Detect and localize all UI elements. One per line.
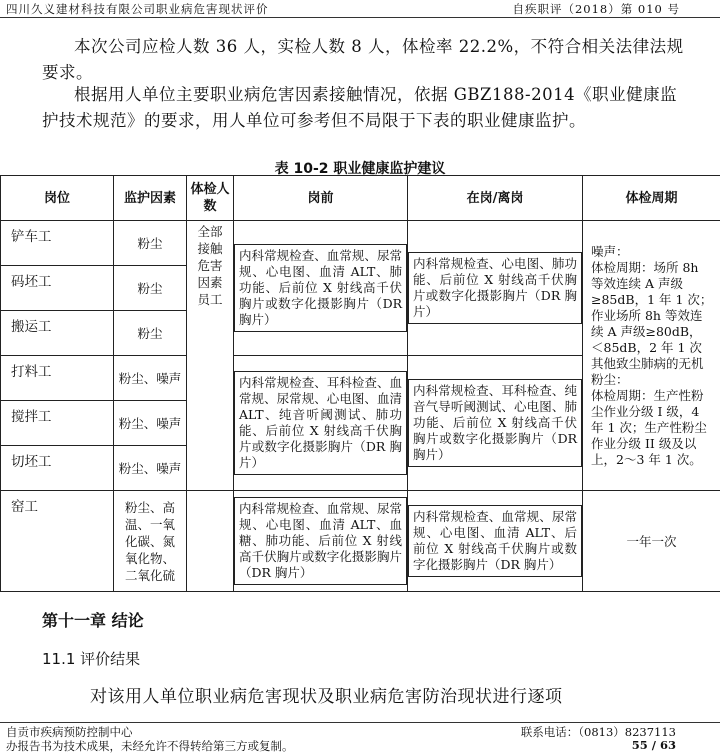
paragraph-1: 本次公司应检人数 36 人，实检人数 8 人，体检率 22.2%，不符合相关法律法规要求。	[42, 34, 692, 86]
on-dust-cell	[408, 221, 583, 356]
persons-cell: 全部接触危害因素员工	[187, 221, 234, 491]
header-persons: 体检人数	[187, 176, 234, 221]
pre-kiln-text: 内科常规检查、血常规、尿常规、心电图、血清 ALT、血糖、肺功能、后前位 X 射线高千伏胸片或数字化摄影胸片（DR 胸片）	[234, 497, 407, 585]
factor-cell: 粉尘	[114, 311, 187, 356]
footer-phone: 联系电话：（0813）8237113	[521, 724, 676, 740]
factor-cell: 粉尘、高温、一氧化碳、氮氧化物、二氧化硫	[114, 491, 187, 592]
footer-org: 自贡市疾病预防控制中心	[6, 724, 133, 740]
factor-cell: 粉尘	[114, 221, 187, 266]
pre-kiln-cell	[234, 491, 408, 592]
header-onoff: 在岗/离岗	[408, 176, 583, 221]
header-right: 自疾职评（2018）第 010 号	[512, 1, 680, 17]
pre-dust-cell	[234, 221, 408, 356]
table-caption: 表 10-2 职业健康监护建议	[0, 158, 720, 178]
footer-note: 办报告书为技术成果，未经允许不得转给第三方或复制。	[6, 738, 294, 754]
header-pre: 岗前	[234, 176, 408, 221]
post-cell: 窑工	[1, 491, 114, 592]
pre-noise-cell	[234, 356, 408, 491]
cycle-cell	[583, 221, 720, 491]
table-row	[1, 221, 720, 266]
pre-noise-text: 内科常规检查、耳科检查、血常规、尿常规、心电图、血清 ALT、纯音听阈测试、肺功能、后前位 X 射线高千伏胸片或数字化摄影胸片（DR 胸片）	[234, 371, 407, 475]
footer-line-1	[0, 722, 720, 723]
cycle-line-4: 体检周期：生产性粉尘作业分级 I 级，4 年 1 次；生产性粉尘作业分级 II 级及以上，2～3 年 1 次。	[591, 388, 714, 468]
factor-cell: 粉尘、噪声	[114, 446, 187, 491]
paragraph-2: 根据用人单位主要职业病危害因素接触情况，依据 GBZ188-2014《职业健康监护技术规范》的要求，用人单位可参考但不局限于下表的职业健康监护。	[42, 82, 692, 134]
health-monitoring-table	[0, 175, 720, 592]
factor-cell: 粉尘、噪声	[114, 356, 187, 401]
post-cell: 码坯工	[1, 266, 114, 311]
factor-cell: 粉尘	[114, 266, 187, 311]
cycle-kiln-cell: 一年一次	[583, 491, 720, 592]
on-kiln-text: 内科常规检查、血常规、尿常规、心电图、血清 ALT、后前位 X 射线高千伏胸片或数字化摄影胸片（DR 胸片）	[408, 505, 582, 577]
persons-empty-cell	[187, 491, 234, 592]
section-heading: 11.1 评价结果	[42, 648, 140, 669]
header-factor: 监护因素	[114, 176, 187, 221]
post-cell: 打料工	[1, 356, 114, 401]
on-kiln-cell	[408, 491, 583, 592]
page-number: 55 / 63	[632, 738, 676, 752]
cycle-line-3: 其他致尘肺病的无机粉尘：	[591, 356, 714, 388]
post-cell: 切坯工	[1, 446, 114, 491]
on-noise-cell	[408, 356, 583, 491]
pre-dust-text: 内科常规检查、血常规、尿常规、心电图、血清 ALT、肺功能、后前位 X 射线高千伏胸片或数字化摄影胸片（DR 胸片）	[234, 244, 407, 332]
cycle-line-2: 体检周期：场所 8h 等效连续 A 声级≥85dB，1 年 1 次；作业场所 8h 等效连续 A 声级≥80dB，＜85dB，2 年 1 次	[591, 260, 714, 356]
on-noise-text: 内科常规检查、耳科检查、纯音气导听阈测试、心电图、肺功能、后前位 X 射线高千伏胸片或数字化摄影胸片（DR 胸片）	[408, 379, 582, 467]
post-cell: 搬运工	[1, 311, 114, 356]
section-text: 对该用人单位职业病危害现状及职业病危害防治现状进行逐项	[42, 684, 692, 710]
table-row	[1, 491, 720, 592]
header-cycle: 体检周期	[583, 176, 720, 221]
chapter-heading: 第十一章 结论	[42, 608, 144, 631]
header-left: 四川久义建材科技有限公司职业病危害现状评价	[6, 1, 269, 17]
cycle-line-1: 噪声：	[591, 244, 714, 260]
page-header	[0, 0, 720, 18]
post-cell: 搅拌工	[1, 401, 114, 446]
header-post: 岗位	[1, 176, 114, 221]
post-cell: 铲车工	[1, 221, 114, 266]
table-header-row	[1, 176, 720, 221]
factor-cell: 粉尘、噪声	[114, 401, 187, 446]
on-dust-text: 内科常规检查、心电图、肺功能、后前位 X 射线高千伏胸片或数字化摄影胸片（DR 胸片）	[408, 252, 582, 324]
